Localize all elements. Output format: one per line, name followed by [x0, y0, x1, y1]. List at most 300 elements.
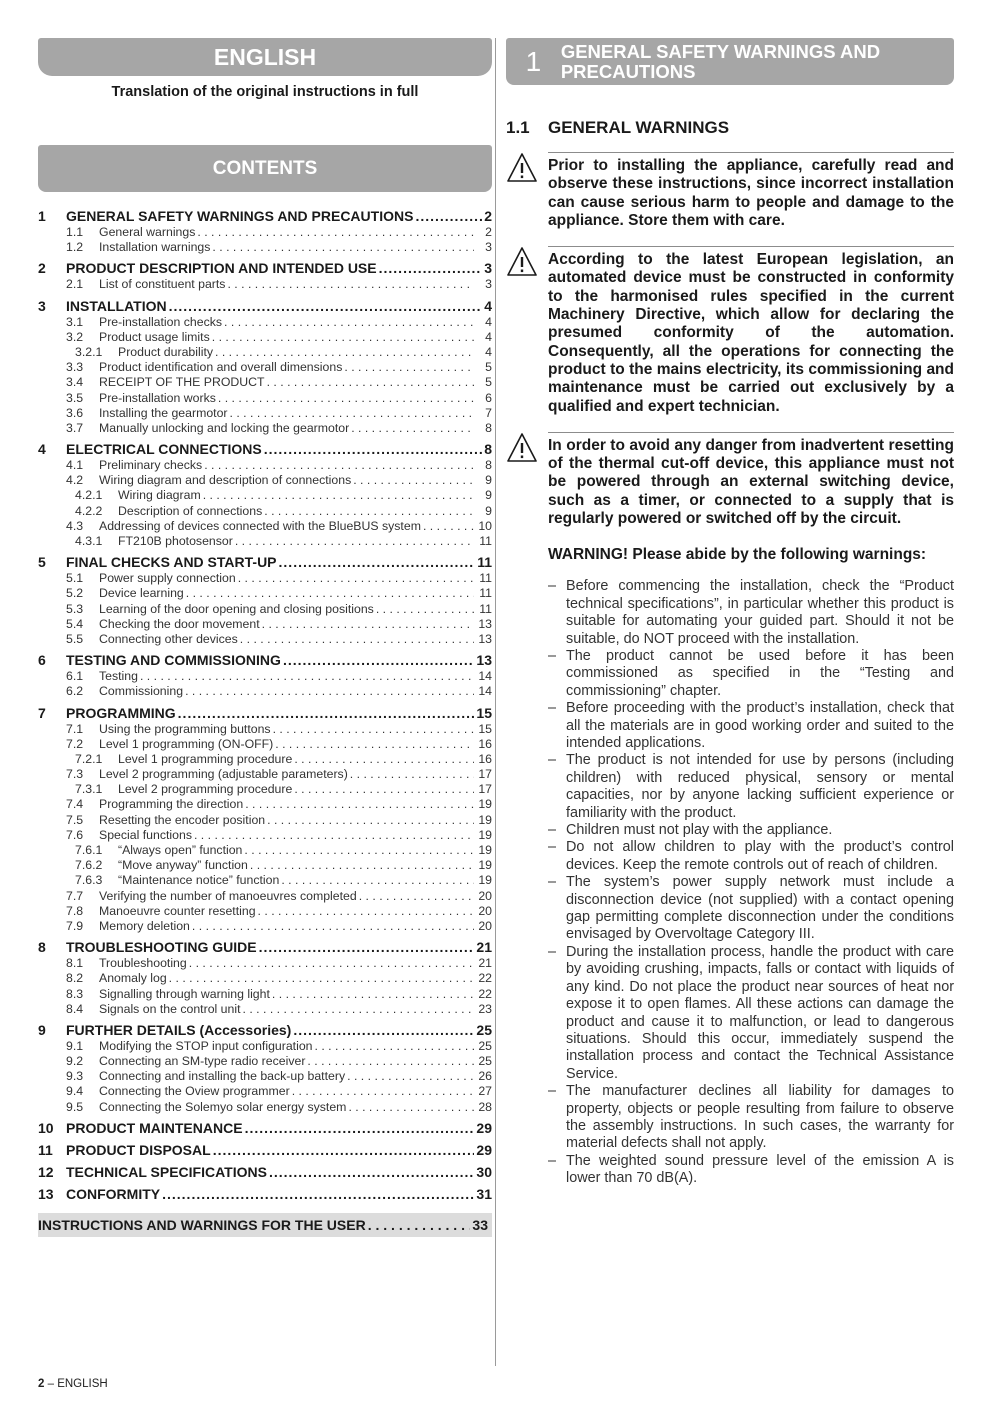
- translation-subtitle: Translation of the original instructions in full: [111, 84, 419, 100]
- warning-block: [506, 152, 954, 230]
- toc-subentry-number: 2.1: [66, 277, 84, 292]
- toc-subentry-number: 9.5: [66, 1099, 84, 1114]
- toc-subentry-number: 7.3.1: [75, 782, 103, 797]
- toc-subentry-title: Connecting an SM-type radio receiver: [99, 1054, 306, 1069]
- toc-subentry-number: 9.1: [66, 1038, 84, 1053]
- toc-entry-number: 6: [38, 652, 46, 669]
- toc-dots: [245, 1119, 475, 1137]
- toc-subentry[interactable]: [38, 1069, 492, 1084]
- warning-triangle-icon: [506, 246, 548, 416]
- toc-subentry-page: 11: [479, 571, 492, 586]
- toc-section: [38, 1163, 492, 1181]
- toc-section: [38, 1141, 492, 1159]
- toc-section: [38, 207, 492, 255]
- toc-subentry[interactable]: [38, 1039, 492, 1054]
- toc-subentry-page: 21: [478, 956, 492, 971]
- toc-subentry[interactable]: [38, 971, 492, 986]
- toc-entry-number: 4: [38, 441, 46, 458]
- toc-dots: [423, 519, 474, 534]
- warning-text: According to the latest European legislation, an automated device must be constructed in conformity to the harmonised rules specified in the current Machinery Directive, which allow for declaring the presumed conformity of the automation. Consequently, all the operations for connecting the product to the mains electricity, its commissioning and maintenance must be carried out exclusively by a qualified and expert technician.: [548, 246, 954, 416]
- table-of-contents: [38, 207, 492, 1203]
- toc-subentry-number: 3.5: [66, 390, 84, 405]
- toc-subentry-title: Product durability: [118, 344, 214, 359]
- toc-user-section[interactable]: [38, 1213, 492, 1237]
- toc-subentry[interactable]: [38, 722, 492, 737]
- toc-subentry-title: Pre-installation checks: [99, 314, 223, 329]
- toc-subentry[interactable]: [38, 684, 492, 699]
- toc-entry[interactable]: [38, 1021, 492, 1039]
- toc-entry[interactable]: [38, 704, 492, 722]
- toc-dots: [192, 919, 474, 934]
- toc-entry-page: 21: [476, 939, 492, 956]
- left-column: [38, 38, 492, 1237]
- toc-entry-page: 30: [476, 1163, 492, 1180]
- toc-subentry-number: 8.1: [66, 956, 84, 971]
- warning-bullet: – The system’s power supply network must include a disconnection device (not supplied) with a contact opening gap permitting complete disconnection under the conditions envisaged by Overvoltage Category III.: [548, 874, 954, 944]
- toc-dots: [359, 889, 474, 904]
- toc-entry-title: PRODUCT DISPOSAL: [66, 1141, 211, 1158]
- toc-subentry[interactable]: [38, 797, 492, 812]
- toc-entry-page: 8: [484, 441, 492, 458]
- toc-subentry[interactable]: [38, 406, 492, 421]
- toc-subentry-page: 20: [478, 903, 492, 918]
- toc-subentry-page: 5: [485, 360, 492, 375]
- toc-subentry-title: Learning of the door opening and closing positions: [99, 601, 374, 616]
- toc-subentry-page: 9: [485, 473, 492, 488]
- toc-subentry[interactable]: [38, 956, 492, 971]
- warnings-list: [506, 152, 954, 528]
- toc-subentry-number: 8.4: [66, 1001, 84, 1016]
- toc-section: [38, 1021, 492, 1115]
- toc-subentry[interactable]: [38, 277, 492, 292]
- toc-subentry[interactable]: [38, 813, 492, 828]
- toc-dots: [244, 843, 474, 858]
- footer-page-number: 2: [38, 1378, 45, 1390]
- toc-section: [38, 553, 492, 647]
- toc-subentry-number: 3.7: [66, 420, 84, 435]
- toc-subentry-page: 19: [478, 873, 492, 888]
- toc-dots: [281, 873, 474, 888]
- toc-entry[interactable]: [38, 207, 492, 225]
- toc-subentry[interactable]: [38, 488, 492, 503]
- toc-dots: [213, 1141, 475, 1159]
- toc-subentry[interactable]: [38, 571, 492, 586]
- toc-subentry-number: 7.3: [66, 767, 84, 782]
- toc-dots: [264, 440, 482, 458]
- toc-subentry[interactable]: [38, 858, 492, 873]
- toc-subentry-page: 7: [485, 405, 492, 420]
- toc-subentry-page: 3: [485, 240, 492, 255]
- toc-subentry-number: 4.2: [66, 473, 84, 488]
- toc-subentry-number: 3.6: [66, 405, 84, 420]
- toc-subentry-title: “Maintenance notice” function: [118, 873, 280, 888]
- toc-subentry-page: 16: [478, 751, 492, 766]
- toc-entry-page: 29: [476, 1119, 492, 1136]
- toc-subentry-page: 11: [479, 534, 492, 548]
- toc-dots: [315, 1039, 474, 1054]
- column-divider: [495, 38, 496, 1366]
- toc-subentry-page: 23: [478, 1001, 492, 1016]
- toc-dots: [351, 421, 474, 436]
- toc-subentry[interactable]: [38, 602, 492, 617]
- toc-subentry-title: Installing the gearmotor: [99, 405, 228, 420]
- toc-subentry-title: “Move anyway” function: [118, 858, 248, 873]
- toc-subentry-title: Signalling through warning light: [99, 986, 270, 1001]
- toc-subentry[interactable]: [38, 458, 492, 473]
- toc-subentry[interactable]: [38, 1100, 492, 1115]
- toc-subentry-page: 17: [478, 782, 492, 797]
- toc-subentry-number: 3.4: [66, 375, 84, 390]
- toc-subentry-number: 9.4: [66, 1084, 84, 1099]
- section-title: GENERAL SAFETY WARNINGS AND PRECAUTIONS: [560, 40, 881, 82]
- toc-entry-number: 8: [38, 939, 46, 956]
- toc-section: [38, 1185, 492, 1203]
- toc-entry[interactable]: [38, 1141, 492, 1159]
- toc-subentry[interactable]: [38, 632, 492, 647]
- toc-subentry-page: 9: [485, 488, 492, 503]
- toc-entry-page: 31: [476, 1185, 492, 1202]
- toc-subentry-title: Level 1 programming (ON-OFF): [99, 736, 274, 751]
- right-column: [506, 38, 954, 1188]
- toc-dots: [348, 1100, 474, 1115]
- toc-entry-title: GENERAL SAFETY WARNINGS AND PRECAUTIONS: [66, 208, 414, 224]
- toc-dots: [272, 987, 474, 1002]
- toc-subentry[interactable]: [38, 345, 492, 360]
- toc-entry-number: 1: [38, 208, 46, 224]
- toc-dots: [347, 1069, 474, 1084]
- toc-subentry-title: Programming the direction: [99, 797, 244, 812]
- toc-subentry-page: 16: [478, 736, 492, 751]
- toc-subentry-number: 6.2: [66, 684, 84, 699]
- toc-subentry-page: 13: [478, 616, 492, 631]
- toc-subentry-page: 9: [485, 503, 492, 518]
- toc-entry[interactable]: [38, 1185, 492, 1203]
- toc-dots: [275, 737, 474, 752]
- toc-subentry-page: 8: [485, 420, 492, 435]
- toc-subentry-number: 7.5: [66, 812, 84, 827]
- toc-subentry-title: Special functions: [99, 827, 192, 842]
- toc-subentry-title: Manoeuvre counter resetting: [99, 903, 256, 918]
- toc-subentry[interactable]: [38, 519, 492, 534]
- toc-entry-title: CONFORMITY: [66, 1185, 161, 1202]
- toc-dots: [353, 473, 474, 488]
- toc-subentry[interactable]: [38, 330, 492, 345]
- toc-subentry[interactable]: [38, 240, 492, 255]
- toc-subentry-number: 8.3: [66, 986, 84, 1001]
- toc-subentry-title: Pre-installation works: [99, 390, 216, 405]
- toc-subentry-number: 7.9: [66, 918, 84, 933]
- toc-subentry-title: Product identification and overall dimensions: [99, 360, 343, 375]
- toc-subentry[interactable]: [38, 904, 492, 919]
- toc-dots: [294, 752, 474, 767]
- toc-entry[interactable]: [38, 1119, 492, 1137]
- toc-section: [38, 259, 492, 292]
- toc-subentry-page: 4: [485, 329, 492, 344]
- toc-subentry[interactable]: [38, 617, 492, 632]
- toc-dots: [212, 240, 474, 255]
- toc-subentry-page: 27: [478, 1084, 492, 1099]
- toc-subentry[interactable]: [38, 828, 492, 843]
- toc-subentry-page: 11: [479, 601, 492, 616]
- toc-entry[interactable]: [38, 651, 492, 669]
- toc-subentry-title: General warnings: [99, 225, 196, 239]
- toc-subentry-number: 3.3: [66, 360, 84, 375]
- toc-subentry-page: 20: [478, 888, 492, 903]
- toc-subentry-page: 6: [485, 390, 492, 405]
- toc-dots: [269, 1163, 474, 1181]
- toc-subentry-title: Connecting and installing the back-up battery: [99, 1069, 346, 1084]
- toc-subentry-title: Connecting the Solemyo solar energy system: [99, 1099, 347, 1114]
- toc-subentry-number: 7.7: [66, 888, 84, 903]
- toc-subentry-number: 4.3.1: [75, 534, 103, 548]
- toc-dots: [243, 1002, 474, 1017]
- warning-bullet: – The product cannot be used before it has been commissioned as specified in the “Testing and commissioning” chapter.: [548, 648, 954, 700]
- toc-subentry-page: 19: [478, 797, 492, 812]
- toc-dots: [262, 617, 474, 632]
- toc-entry-number: 10: [38, 1119, 54, 1136]
- toc-entry-page: 29: [476, 1141, 492, 1158]
- toc-subentry-page: 14: [478, 684, 492, 699]
- toc-dots: [224, 315, 474, 330]
- toc-subentry-title: Testing: [99, 669, 138, 684]
- toc-subentry[interactable]: [38, 987, 492, 1002]
- toc-subentry-page: 2: [485, 225, 492, 239]
- toc-subentry[interactable]: [38, 1084, 492, 1099]
- toc-subentry-title: Preliminary checks: [99, 458, 203, 473]
- toc-subentry[interactable]: [38, 889, 492, 904]
- toc-entry-title: PRODUCT MAINTENANCE: [66, 1119, 243, 1136]
- toc-subentry[interactable]: [38, 919, 492, 934]
- warning-bullet: – The product is not intended for use by persons (including children) with reduced physical, sensory or mental capacities, nor by anyone lacking sufficient experience or familiarity with the product.: [548, 752, 954, 822]
- toc-subentry-page: 15: [478, 721, 492, 736]
- toc-dots: [204, 458, 474, 473]
- toc-subentry[interactable]: [38, 1054, 492, 1069]
- toc-dots: [307, 1054, 474, 1069]
- toc-dots: [294, 782, 474, 797]
- toc-subentry-title: Product usage limits: [99, 329, 210, 344]
- toc-subentry-title: Addressing of devices connected with the BlueBUS system: [99, 518, 421, 533]
- toc-subentry-number: 8.2: [66, 971, 84, 986]
- toc-subentry[interactable]: [38, 534, 492, 549]
- toc-subentry-page: 11: [479, 586, 492, 601]
- toc-dots: [169, 297, 483, 315]
- toc-subentry[interactable]: [38, 1002, 492, 1017]
- toc-section: [38, 704, 492, 935]
- toc-dots: [344, 360, 474, 375]
- toc-subentry-title: Description of connections: [118, 503, 263, 518]
- toc-section: [38, 1119, 492, 1137]
- toc-dots: [178, 704, 475, 722]
- toc-subentry[interactable]: [38, 315, 492, 330]
- subsection-title: [506, 118, 954, 138]
- toc-subentry[interactable]: [38, 375, 492, 390]
- toc-user-page: 33: [472, 1216, 488, 1233]
- toc-entry-title: INSTALLATION: [66, 297, 167, 314]
- toc-subentry-number: 6.1: [66, 669, 84, 684]
- toc-subentry-title: Level 2 programming (adjustable parameters): [99, 767, 348, 782]
- toc-user-title: INSTRUCTIONS AND WARNINGS FOR THE USER: [38, 1216, 366, 1233]
- toc-entry-title: TECHNICAL SPECIFICATIONS: [66, 1163, 267, 1180]
- toc-dots: [279, 553, 476, 571]
- toc-subentry-title: Verifying the number of manoeuvres completed: [99, 888, 357, 903]
- toc-entry-title: TESTING AND COMMISSIONING: [66, 652, 281, 669]
- toc-dots: [264, 504, 474, 519]
- toc-subentry-number: 7.1: [66, 721, 84, 736]
- toc-subentry-title: Commissioning: [99, 684, 184, 699]
- toc-dots: [212, 330, 474, 345]
- toc-entry-number: 9: [38, 1021, 46, 1038]
- toc-dots: [267, 813, 474, 828]
- toc-entry[interactable]: [38, 259, 492, 277]
- toc-subentry-page: 13: [478, 631, 492, 646]
- toc-entry[interactable]: [38, 440, 492, 458]
- toc-subentry[interactable]: [38, 360, 492, 375]
- toc-subentry-title: Manually unlocking and locking the gearmotor: [99, 420, 350, 435]
- toc-subentry-title: RECEIPT OF THE PRODUCT: [99, 375, 265, 390]
- section-number: 1: [525, 45, 542, 77]
- toc-subentry-page: 4: [485, 344, 492, 359]
- toc-entry-number: 3: [38, 297, 46, 314]
- warning-bullet: – Before proceeding with the product’s installation, check that all the materials are in good working order and suited to the intended applications.: [548, 700, 954, 752]
- toc-entry-page: 4: [484, 297, 492, 314]
- toc-subentry-title: Resetting the encoder position: [99, 812, 266, 827]
- toc-subentry-number: 7.6.3: [75, 873, 103, 888]
- toc-section: [38, 297, 492, 437]
- toc-subentry-title: Memory deletion: [99, 918, 190, 933]
- toc-dots: [215, 345, 474, 360]
- toc-subentry[interactable]: [38, 767, 492, 782]
- toc-subentry[interactable]: [38, 504, 492, 519]
- toc-dots: [379, 259, 483, 277]
- toc-subentry[interactable]: [38, 873, 492, 888]
- toc-subentry-title: Wiring diagram and description of connections: [99, 473, 352, 488]
- toc-subentry-number: 7.2.1: [75, 751, 103, 766]
- toc-dots: [258, 904, 474, 919]
- toc-dots: [350, 767, 474, 782]
- subsection-label: GENERAL WARNINGS: [548, 118, 730, 137]
- toc-subentry[interactable]: [38, 782, 492, 797]
- toc-subentry[interactable]: [38, 669, 492, 684]
- toc-entry-page: 13: [476, 652, 492, 669]
- toc-subentry-number: 1.1: [66, 225, 84, 239]
- toc-entry-number: 5: [38, 554, 46, 571]
- toc-subentry-title: Device learning: [99, 586, 184, 601]
- toc-subentry-title: “Always open” function: [118, 843, 243, 857]
- toc-subentry-title: Using the programming buttons: [99, 721, 271, 736]
- toc-dots: [267, 375, 474, 390]
- warning-block: [506, 432, 954, 528]
- toc-entry-title: PROGRAMMING: [66, 704, 176, 721]
- toc-subentry[interactable]: [38, 391, 492, 406]
- toc-dots: [227, 277, 474, 292]
- toc-subentry-page: 5: [485, 375, 492, 390]
- toc-entry-number: 2: [38, 260, 46, 277]
- warning-block: [506, 246, 954, 416]
- toc-subentry-number: 1.2: [66, 240, 84, 255]
- section-header: [506, 38, 954, 85]
- toc-dots: [415, 207, 482, 225]
- toc-subentry-number: 7.2: [66, 736, 84, 751]
- toc-subentry-page: 19: [478, 858, 492, 873]
- toc-entry-title: TROUBLESHOOTING GUIDE: [66, 939, 257, 956]
- toc-subentry-number: 3.1: [66, 314, 84, 329]
- toc-subentry-number: 7.6: [66, 827, 84, 842]
- toc-dots: [162, 1185, 474, 1203]
- toc-entry[interactable]: [38, 297, 492, 315]
- toc-subentry-page: 19: [478, 812, 492, 827]
- toc-subentry-number: 4.3: [66, 518, 84, 533]
- toc-subentry[interactable]: [38, 752, 492, 767]
- warning-bullet: – During the installation process, handle the product with care by avoiding crushing, impacts, falls or contact with liquids of any kind. Do not place the product near sources of heat nor expose it to open flames. All these actions can damage the product and cause it to malfunction, or lead to dangerous situations. Should this occur, immediately suspend the installation process and contact the Technical Assistance Service.: [548, 944, 954, 1083]
- toc-subentry[interactable]: [38, 586, 492, 601]
- toc-dots: [194, 828, 474, 843]
- toc-dots: [230, 406, 474, 421]
- toc-subentry-number: 4.2.1: [75, 488, 103, 503]
- toc-entry-page: 11: [477, 554, 492, 571]
- toc-subentry-title: Modifying the STOP input configuration: [99, 1038, 313, 1053]
- toc-subentry-number: 5.3: [66, 601, 84, 616]
- toc-dots: [283, 651, 474, 669]
- toc-subentry-number: 5.5: [66, 631, 84, 646]
- toc-entry-page: 15: [476, 704, 492, 721]
- toc-entry[interactable]: [38, 938, 492, 956]
- toc-subentry-number: 7.6.2: [75, 858, 103, 873]
- toc-entry[interactable]: [38, 1163, 492, 1181]
- toc-subentry-page: 26: [478, 1069, 492, 1084]
- toc-subentry[interactable]: [38, 737, 492, 752]
- toc-entry-number: 12: [38, 1163, 54, 1180]
- toc-subentry[interactable]: [38, 421, 492, 436]
- warning-bullet: – The weighted sound pressure level of the emission A is lower than 70 dB(A).: [548, 1153, 954, 1188]
- toc-entry-page: 25: [476, 1021, 492, 1038]
- toc-dots: [189, 956, 474, 971]
- toc-subentry-number: 5.2: [66, 586, 84, 601]
- toc-dots: [368, 1213, 471, 1237]
- toc-subentry-number: 7.4: [66, 797, 84, 812]
- toc-subentry-title: Installation warnings: [99, 240, 211, 255]
- toc-subentry-page: 19: [478, 843, 492, 857]
- toc-dots: [186, 586, 474, 601]
- toc-subentry-page: 17: [478, 767, 492, 782]
- toc-subentry-page: 22: [478, 971, 492, 986]
- toc-subentry-title: Connecting the Oview programmer: [99, 1084, 290, 1099]
- toc-subentry-page: 20: [478, 918, 492, 933]
- language-header: ENGLISH: [38, 38, 492, 76]
- toc-subentry-title: Troubleshooting: [99, 956, 187, 971]
- warning-triangle-icon: [506, 432, 548, 528]
- toc-subentry[interactable]: [38, 225, 492, 240]
- toc-subentry-number: 5.1: [66, 571, 84, 586]
- toc-section: [38, 440, 492, 549]
- toc-dots: [235, 534, 474, 549]
- toc-dots: [293, 1021, 474, 1039]
- toc-entry[interactable]: [38, 553, 492, 571]
- toc-dots: [238, 571, 474, 586]
- toc-subentry-number: 7.6.1: [75, 843, 103, 857]
- toc-subentry[interactable]: [38, 473, 492, 488]
- toc-dots: [250, 858, 474, 873]
- toc-subentry-number: 3.2.1: [75, 344, 103, 359]
- warning-bullet: – Do not allow children to play with the product’s control devices. Keep the remote controls out of reach of children.: [548, 839, 954, 874]
- toc-entry-number: 7: [38, 704, 46, 721]
- toc-entry-title: FINAL CHECKS AND START-UP: [66, 554, 277, 571]
- toc-subentry-page: 28: [478, 1099, 492, 1114]
- toc-subentry[interactable]: [38, 843, 492, 858]
- subsection-number: 1.1: [506, 118, 530, 137]
- warning-text: In order to avoid any danger from inadvertent resetting of the thermal cut-off device, this appliance must not be powered through an external switching device, such as a timer, or connected to a supply that is regularly powered or switched off by the circuit.: [548, 432, 954, 528]
- toc-dots: [376, 602, 474, 617]
- toc-subentry-page: 25: [478, 1038, 492, 1053]
